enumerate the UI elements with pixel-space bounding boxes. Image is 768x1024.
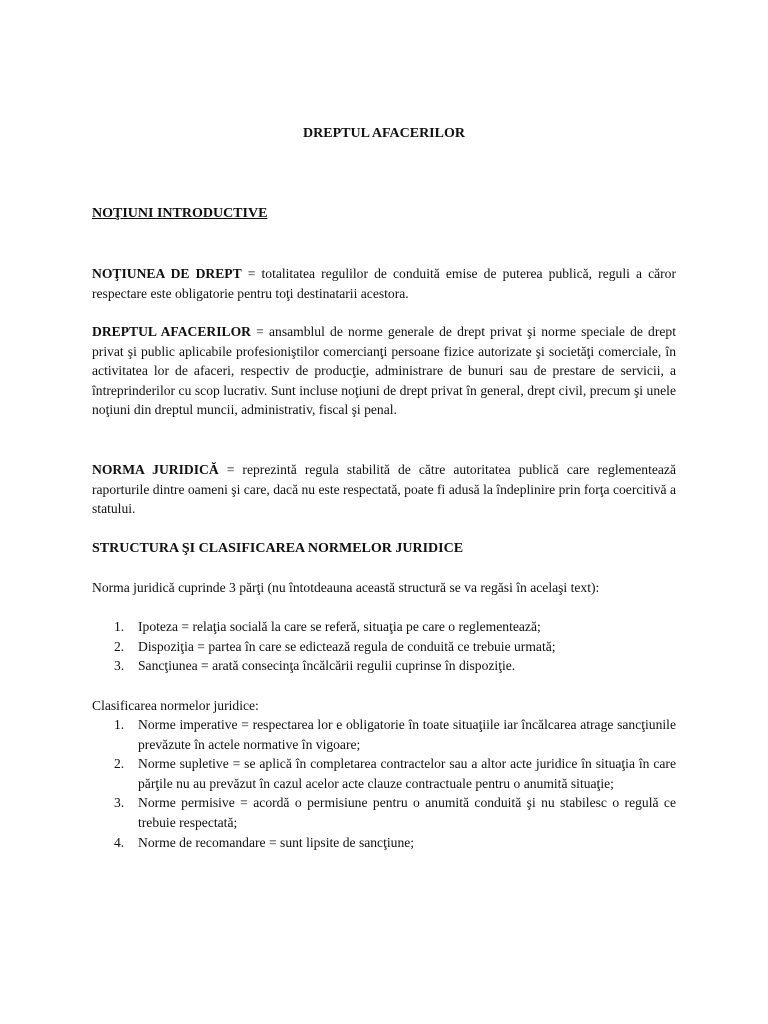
list-item-text: Sancţiunea = arată consecinţa încălcării regulii cuprinse în dispoziţie. — [138, 658, 516, 674]
list-item-text: Norme de recomandare = sunt lipsite de sancţiune; — [138, 834, 415, 850]
list-item-text: Norme imperative = respectarea lor e obligatorie în toate situaţiile iar încălcarea atrage sancţiunile prevăzute în actele normative în vigoare; — [138, 717, 676, 752]
classification-list — [92, 715, 676, 852]
structure-list — [92, 617, 676, 676]
list-item-text: Norme supletive = se aplică în completarea contractelor sau a altor acte juridice în situaţia în care părţile nu au prevăzut în cazul acelor acte clauze contractuale pentru o anumită situaţie; — [138, 756, 676, 791]
classification-intro: Clasificarea normelor juridice: — [92, 698, 259, 713]
definition-term: NORMA JURIDICĂ — [92, 462, 219, 477]
definition-notiunea-de-drept — [92, 264, 676, 303]
definition-dreptul-afacerilor — [92, 322, 676, 420]
definition-text: = totalitatea regulilor de conduită emise de puterea publică, reguli a căror respectare este obligatorie pentru toţi destinatarii acestora. — [92, 266, 676, 301]
list-item-number: 4. — [114, 834, 125, 850]
document-title: DREPTUL AFACERILOR — [303, 126, 465, 141]
list-item — [92, 656, 676, 676]
list-item — [92, 833, 676, 853]
definition-term: DREPTUL AFACERILOR — [92, 324, 251, 339]
list-item-text: Norme permisive = acordă o permisiune pentru o anumită conduită şi nu stabilesc o regulă ce trebuie respectată; — [138, 795, 676, 830]
list-item-number: 3. — [114, 658, 125, 674]
list-item — [92, 617, 676, 637]
list-item-number: 1. — [114, 717, 125, 732]
list-item — [92, 754, 676, 793]
list-item-text: Ipoteza = relaţia socială la care se referă, situaţia pe care o reglementează; — [138, 619, 541, 634]
list-item-number: 2. — [114, 756, 125, 772]
definition-term: NOŢIUNEA DE DREPT — [92, 266, 242, 281]
list-item — [92, 637, 676, 657]
list-item-number: 2. — [114, 638, 125, 654]
definition-norma-juridica — [92, 460, 676, 519]
list-item-number: 3. — [114, 795, 125, 811]
definition-text: = reprezintă regula stabilită de către autoritatea publică care reglementează raporturile dintre oameni şi care, dacă nu este respectată, poate fi adusă la îndeplinire prin forţa coercitivă a statului. — [92, 462, 676, 517]
list-item — [92, 793, 676, 832]
structure-heading: STRUCTURA ŞI CLASIFICAREA NORMELOR JURIDICE — [92, 541, 464, 556]
list-item — [92, 715, 676, 754]
structure-intro: Norma juridică cuprinde 3 părţi (nu întotdeauna această structură se va regăsi în acelaşi text): — [92, 580, 600, 595]
definition-text: = ansamblul de norme generale de drept privat şi norme speciale de drept privat şi public aplicabile profesioniştilor comercianţi persoane fizice autorizate şi societăţi comerciale, în activitatea lor de afaceri, respectiv de producţie, administrare de bunuri sau de prestare de servicii, a întreprinderilor cu scop lucrativ. Sunt incluse noţiuni de drept privat în general, drept civil, precum şi unele noţiuni din dreptul muncii, administrativ, fiscal şi penal. — [92, 324, 676, 418]
list-item-number: 1. — [114, 619, 125, 634]
intro-heading: NOŢIUNI INTRODUCTIVE — [92, 206, 268, 221]
list-item-text: Dispoziţia = partea în care se edictează regula de conduită ce trebuie urmată; — [138, 638, 556, 654]
